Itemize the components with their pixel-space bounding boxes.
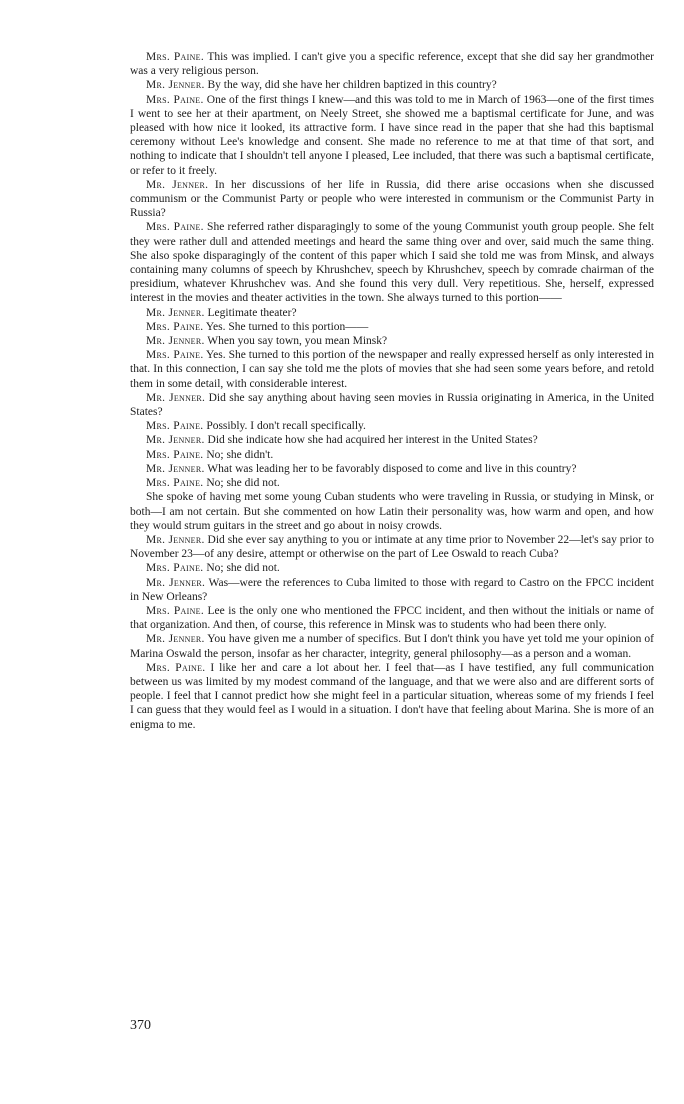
paragraph-text: What was leading her to be favorably disposed to come and live in this country? (204, 462, 577, 475)
speaker-label: Mr. Jenner. (146, 576, 206, 589)
paragraph (130, 490, 654, 533)
speaker-label: Mr. Jenner. (146, 533, 205, 546)
speaker-label: Mrs. Paine. (146, 221, 204, 234)
paragraph-text: Did she say anything about having seen movies in Russia originating in America, in the United States? (130, 391, 654, 419)
speaker-label: Mrs. Paine. (146, 93, 204, 106)
paragraph (130, 632, 654, 660)
speaker-label: Mr. Jenner. (146, 391, 206, 404)
paragraph-text: She spoke of having met some young Cuban students who were traveling in Russia, or studying in Minsk, or both—I am not certain. But she commented on how Latin their personality was, how warm and open, and how they would strum guitars in the street and go about in noisy crowds. (130, 491, 654, 532)
paragraph (130, 533, 654, 561)
paragraph (130, 220, 654, 305)
paragraph-text: This was implied. I can't give you a specific reference, except that she did say her grandmother was a very religious person. (130, 51, 655, 78)
paragraph (130, 334, 654, 348)
page-number: 370 (130, 1018, 151, 1033)
speaker-label: Mrs. Paine. (146, 420, 204, 433)
paragraph-text: You have given me a number of specifics. But I don't think you have yet told me your opinion of Marina Oswald the person, insofar as her character, integrity, general philosophy—as a person and a woman. (130, 633, 654, 660)
paragraph (130, 306, 654, 320)
paragraph (130, 78, 654, 92)
speaker-label: Mr. Jenner. (146, 633, 205, 646)
paragraph-text: One of the first things I knew—and this was told to me in March of 1963—one of the first times I went to see her at their apartment, on Neely Street, she showed me a baptismal certificate for June, and was pleased with how nice it looked, its attractive form. I have since read in the paper that she had this baptismal ceremony without Lee's knowledge and consent. She made no reference to me at that time of that sort, and nothing to indicate that I shouldn't tell anyone I pleased, Lee included, that there was such a baptismal certificate, or refer to it freely. (130, 93, 655, 177)
paragraph-text: Was—were the references to Cuba limited to those with regard to Castro on the FPCC incident in New Orleans? (130, 576, 654, 603)
paragraph (130, 476, 654, 490)
speaker-label: Mr. Jenner. (146, 335, 205, 348)
paragraph-text: Did she indicate how she had acquired her interest in the United States? (204, 434, 538, 447)
speaker-label: Mr. Jenner. (146, 434, 205, 447)
paragraph (130, 348, 654, 391)
speaker-label: Mrs. Paine. (146, 477, 204, 490)
paragraph (130, 433, 654, 447)
paragraph (130, 462, 654, 476)
paragraph (130, 604, 654, 632)
paragraph (130, 93, 654, 178)
paragraph (130, 661, 654, 732)
paragraph-text: Did she ever say anything to you or intimate at any time prior to November 22—let's say prior to November 23—of any desire, attempt or otherwise on the part of Lee Oswald to reach Cuba? (130, 533, 654, 561)
paragraph-text: When you say town, you mean Minsk? (204, 335, 388, 348)
paragraph-text: By the way, did she have her children baptized in this country? (204, 79, 497, 92)
testimony-text (130, 50, 654, 732)
speaker-label: Mr. Jenner. (146, 79, 205, 92)
paragraph-text: She referred rather disparagingly to some of the young Communist youth group people. She felt they were rather dull and attended meetings and heard the same thing over and over, said much the same thing. She also spoke disparagingly of the content of this paper which I said she told me was from Minsk, and always containing many columns of speech by Khrushchev, speech by Khrushchev, speech by comrade chairman of the presidium, whatever Khrushchev was. And she found this very dull. Very repetitious. She, herself, expressed interest in the movies and theater activities in the town. She always turned to this portion—— (130, 221, 654, 305)
paragraph-text: No; she did not. (203, 477, 280, 490)
speaker-label: Mr. Jenner. (146, 306, 205, 319)
paragraph (130, 419, 654, 433)
speaker-label: Mrs. Paine. (146, 562, 204, 575)
paragraph-text: In her discussions of her life in Russia, did there arise occasions when she discussed communism or the Communist Party or people who were interested in communism or the Communist Party in Russia? (130, 178, 654, 220)
paragraph-text: I like her and care a lot about her. I feel that—as I have testified, any full communication between us was limited by my modest command of the language, and that we were also and are different sorts of people. I feel that I cannot predict how she might feel in a particular situation, whereas some of my friends I feel I can guess that they would feel as I would in a situation. I don't have that feeling about Marina. She is more of an enigma to me. (130, 661, 655, 731)
speaker-label: Mrs. Paine. (146, 604, 205, 617)
speaker-label: Mr. Jenner. (146, 178, 209, 191)
paragraph-text: Possibly. I don't recall specifically. (203, 420, 366, 433)
speaker-label: Mrs. Paine. (146, 661, 206, 674)
speaker-label: Mrs. Paine. (146, 448, 204, 461)
paragraph-text: Yes. She turned to this portion—— (203, 320, 369, 333)
paragraph (130, 561, 654, 575)
speaker-label: Mrs. Paine. (146, 51, 205, 63)
speaker-label: Mrs. Paine. (146, 349, 204, 362)
paragraph (130, 391, 654, 419)
paragraph (130, 576, 654, 604)
paragraph-text: Legitimate theater? (204, 306, 297, 319)
paragraph-text: Lee is the only one who mentioned the FPCC incident, and then without the initials or name of that organization. And then, of course, this reference in Minsk was to students who had been there only. (130, 604, 654, 632)
paragraph (130, 178, 654, 221)
paragraph (130, 320, 654, 334)
paragraph (130, 448, 654, 462)
speaker-label: Mrs. Paine. (146, 320, 204, 333)
paragraph-text: No; she did not. (203, 562, 280, 575)
paragraph-text: Yes. She turned to this portion of the newspaper and really expressed herself as only interested in that. In this connection, I can say she told me the plots of movies that she had seen some years before, and retold them in some detail, with considerable interest. (130, 349, 655, 390)
speaker-label: Mr. Jenner. (146, 462, 205, 475)
paragraph (130, 50, 654, 78)
paragraph-text: No; she didn't. (203, 448, 274, 461)
